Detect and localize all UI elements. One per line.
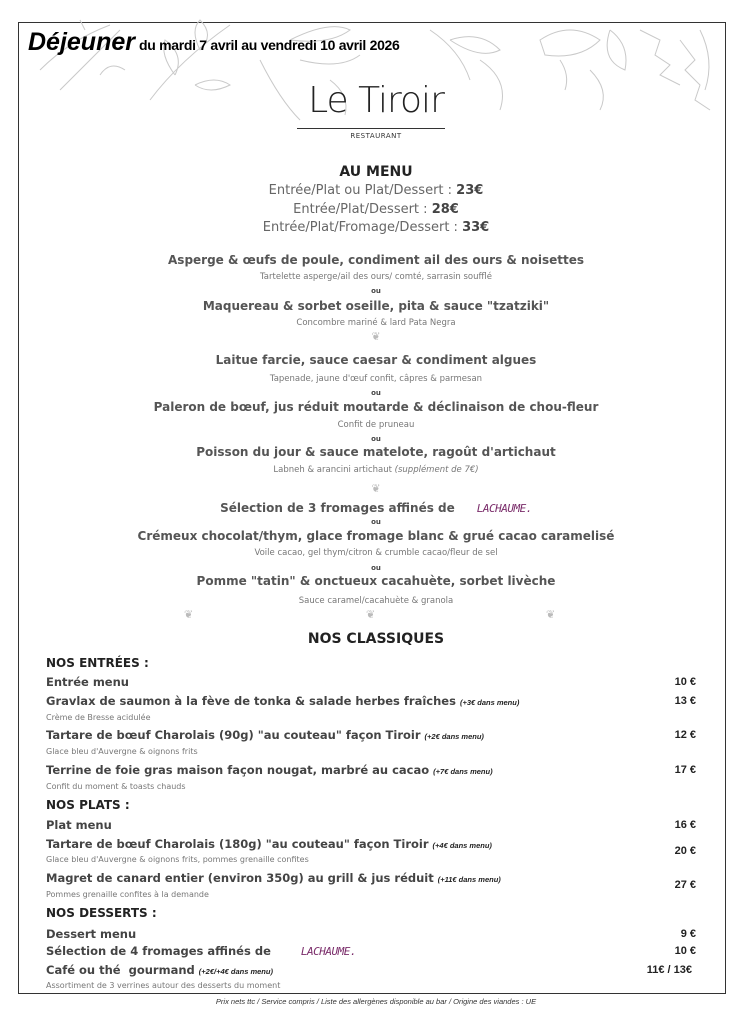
item-desc: Assortiment de 3 verrines autour des desserts du moment (46, 981, 281, 990)
footer-note: Prix nets ttc / Service compris / Liste des allergènes disponible au bar / Origine des viandes : UE (215, 997, 537, 1006)
dish-name: Poisson du jour & sauce matelote, ragoût d'artichaut (196, 445, 556, 459)
dish-name: Asperge & œufs de poule, condiment ail des ours & noisettes (168, 253, 584, 267)
meal-title: Déjeuner (28, 28, 135, 56)
item-name (46, 944, 356, 958)
dish-desc (0, 465, 752, 475)
item-price: 12 € (674, 729, 696, 741)
flower-sprig-icon: ❦ (546, 608, 556, 621)
item-name-text: Gravlax de saumon à la fève de tonka & salade herbes fraîches (46, 694, 456, 708)
dish-name: Crémeux chocolat/thym, glace fromage blanc & grué cacao caramelisé (137, 529, 615, 543)
item-price: 20 € (674, 845, 696, 857)
formula-2 (0, 202, 752, 217)
item-name (46, 763, 493, 777)
item-name-text: Tartare de bœuf Charolais (180g) "au couteau" façon Tiroir (46, 837, 429, 851)
item-name-text: Magret de canard entier (environ 350g) au grill & jus réduit (46, 871, 434, 885)
formula-price: 28€ (431, 202, 459, 217)
desserts-heading: NOS DESSERTS : (46, 906, 157, 920)
lachaume-brand: LACHAUME. (476, 502, 532, 515)
flower-sprig-icon: ❦ (371, 330, 381, 343)
dish-name (0, 501, 752, 515)
dish-name: Maquereau & sorbet oseille, pita & sauce "tzatziki" (202, 299, 550, 313)
logo-subtitle: RESTAURANT (350, 132, 402, 140)
dish-desc: Confit de pruneau (337, 420, 415, 430)
item-price: 10 € (674, 945, 696, 957)
lachaume-brand: LACHAUME. (300, 945, 356, 958)
plats-heading: NOS PLATS : (46, 798, 130, 812)
item-name: Plat menu (46, 818, 112, 832)
formula-label: Entrée/Plat ou Plat/Dessert : (268, 183, 453, 198)
item-price: 10 € (674, 676, 696, 688)
formula-label: Entrée/Plat/Dessert : (293, 202, 428, 217)
or-separator: ou (371, 287, 381, 295)
item-name (46, 871, 501, 885)
entrees-heading: NOS ENTRÉES : (46, 656, 149, 670)
item-name (46, 694, 519, 708)
menu-supplement: (+3€ dans menu) (459, 698, 520, 707)
date-range: du mardi 7 avril au vendredi 10 avril 2026 (138, 37, 400, 53)
formula-price: 33€ (462, 220, 490, 235)
menu-supplement: (+11€ dans menu) (437, 875, 501, 884)
dish-desc: Tartelette asperge/ail des ours/ comté, sarrasin soufflé (260, 272, 492, 282)
or-separator: ou (371, 435, 381, 443)
or-separator: ou (371, 389, 381, 397)
item-desc: Confit du moment & toasts chauds (46, 782, 186, 791)
menu-supplement: (+4€ dans menu) (432, 841, 492, 850)
item-desc: Crème de Bresse acidulée (46, 713, 151, 722)
dish-desc: Sauce caramel/cacahuète & granola (298, 596, 454, 606)
restaurant-logo: Le Tiroir (308, 80, 444, 121)
item-price: 11€ / 13€ (646, 964, 692, 976)
menu-supplement: (+2€ dans menu) (424, 732, 484, 741)
item-price: 13 € (674, 695, 696, 707)
item-price: 17 € (674, 764, 696, 776)
item-name (46, 837, 492, 851)
menu-supplement: (+2€/+4€ dans menu) (198, 967, 273, 976)
formula-1 (0, 183, 752, 198)
item-name: Entrée menu (46, 675, 129, 689)
flower-sprig-icon: ❦ (371, 482, 381, 495)
item-price: 9 € (680, 928, 696, 940)
item-desc: Glace bleu d'Auvergne & oignons frits (46, 747, 198, 756)
item-name (46, 728, 484, 742)
item-desc: Pommes grenaille confites à la demande (46, 890, 209, 899)
item-name-text: Tartare de bœuf Charolais (90g) "au couteau" façon Tiroir (46, 728, 421, 742)
or-separator: ou (371, 518, 381, 526)
classiques-heading: NOS CLASSIQUES (307, 631, 445, 647)
item-name-text: Terrine de foie gras maison façon nougat, marbré au cacao (46, 763, 430, 777)
item-name-text: Sélection de 4 fromages affinés de (46, 944, 271, 958)
item-desc: Glace bleu d'Auvergne & oignons frits, pommes grenaille confites (46, 855, 309, 864)
or-separator: ou (371, 564, 381, 572)
dish-name: Pomme "tatin" & onctueux cacahuète, sorbet livèche (196, 574, 556, 588)
flower-sprig-icon: ❦ (184, 608, 194, 621)
item-name: Dessert menu (46, 927, 137, 941)
dish-desc: Voile cacao, gel thym/citron & crumble cacao/fleur de sel (254, 548, 498, 558)
dish-desc: Tapenade, jaune d'œuf confit, câpres & parmesan (269, 374, 483, 384)
supplement-note: (supplément de 7€) (394, 465, 479, 475)
formula-price: 23€ (456, 183, 484, 198)
page-header (28, 28, 400, 57)
item-price: 27 € (674, 879, 696, 891)
formula-label: Entrée/Plat/Fromage/Dessert : (262, 220, 458, 235)
dish-name-text: Sélection de 3 fromages affinés de (220, 501, 455, 515)
au-menu-heading: AU MENU (339, 164, 413, 180)
item-name-text: Café ou thé gourmand (46, 963, 195, 977)
item-price: 16 € (674, 819, 696, 831)
item-name (46, 963, 273, 977)
logo-underline (297, 128, 445, 129)
flower-sprig-icon: ❦ (366, 608, 376, 621)
dish-desc: Concombre mariné & lard Pata Negra (296, 318, 456, 328)
menu-supplement: (+7€ dans menu) (433, 767, 493, 776)
formula-3 (0, 220, 752, 235)
dish-name: Paleron de bœuf, jus réduit moutarde & déclinaison de chou-fleur (153, 400, 599, 414)
dish-name: Laitue farcie, sauce caesar & condiment algues (215, 353, 537, 367)
dish-desc-text: Labneh & arancini artichaut (273, 465, 392, 475)
